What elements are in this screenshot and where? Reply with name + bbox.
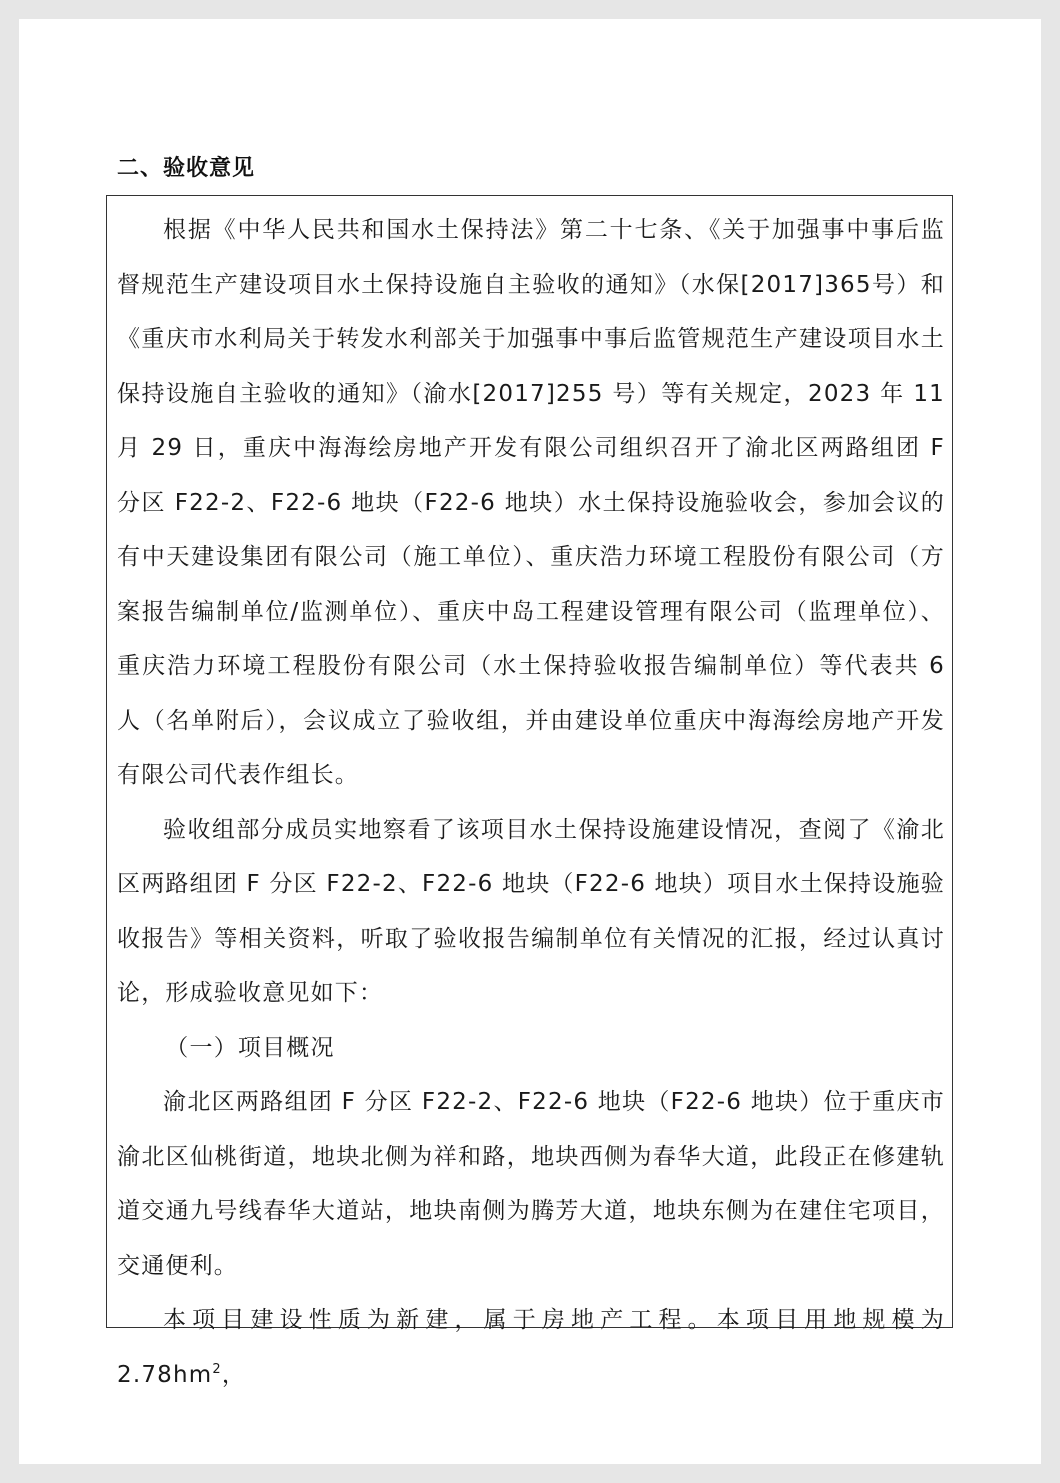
paragraph-location: 渝北区两路组团 F 分区 F22-2、F22-6 地块（F22-6 地块）位于重庆市渝北区仙桃街道，地块北侧为祥和路，地块西侧为春华大道，此段正在修建轨道交通九号线春华大道站，地块南侧为腾芳大道，地块东侧为在建住宅项目，交通便利。 <box>117 1089 945 1279</box>
construction-nature-text: 本项目建设性质为新建，属于房地产工程。本项目用地规模为 2.78hm <box>117 1307 945 1388</box>
section-title: 二、验收意见 <box>117 156 256 181</box>
paragraph-review: 验收组部分成员实地察看了该项目水土保持设施建设情况，查阅了《渝北区两路组团 F 分区 F22-2、F22-6 地块（F22-6 地块）项目水土保持设施验收报告》等相关资料，听取了验收报告编制单位有关情况的汇报，经过认真讨论，形成验收意见如下： <box>117 816 945 1006</box>
construction-nature-tail: ， <box>221 1361 247 1388</box>
opinion-body <box>117 203 945 1402</box>
subheading-project-overview: （一）项目概况 <box>165 1034 335 1061</box>
area-unit-superscript: 2 <box>212 1361 222 1377</box>
paragraph-basis: 根据《中华人民共和国水土保持法》第二十七条、《关于加强事中事后监督规范生产建设项目水土保持设施自主验收的通知》（水保[2017]365号）和《重庆市水利局关于转发水利部关于加强事中事后监管规范生产建设项目水土保持设施自主验收的通知》（渝水[2017]255 号）等有关规定，2023 年 11 月 29 日，重庆中海海绘房地产开发有限公司组织召开了渝北区两路组团 F 分区 F22-2、F22-6 地块（F22-6 地块）水土保持设施验收会，参加会议的有中天建设集团有限公司（施工单位）、重庆浩力环境工程股份有限公司（方案报告编制单位/监测单位）、重庆中岛工程建设管理有限公司（监理单位）、重庆浩力环境工程股份有限公司（水土保持验收报告编制单位）等代表共 6 人（名单附后），会议成立了验收组，并由建设单位重庆中海海绘房地产开发有限公司代表作组长。 <box>117 217 945 788</box>
opinion-frame <box>106 195 953 1388</box>
paragraph-construction-nature <box>117 1293 945 1402</box>
